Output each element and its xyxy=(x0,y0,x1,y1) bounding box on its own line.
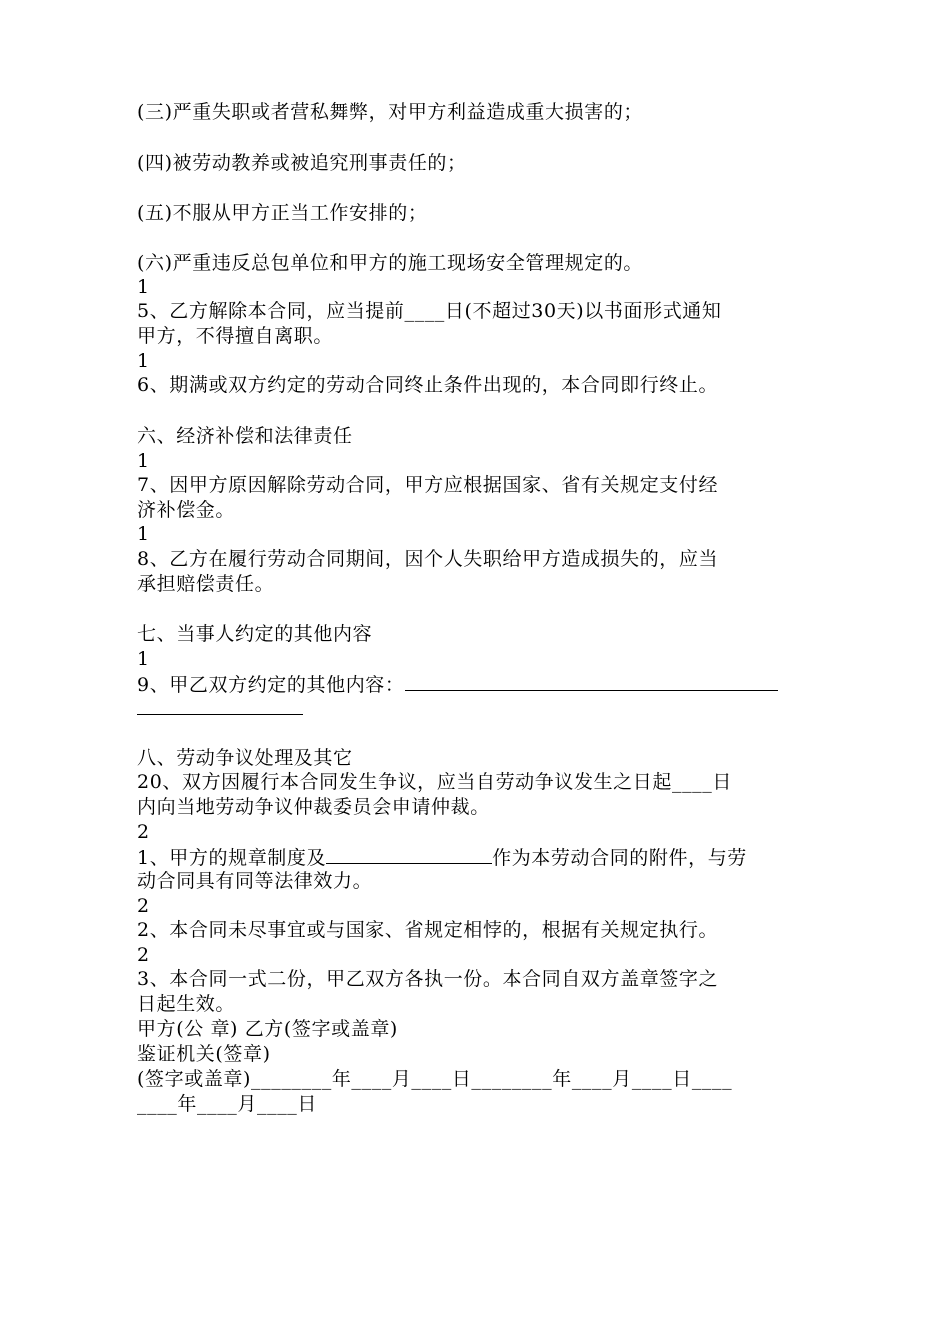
item-21-line-1 xyxy=(137,844,817,868)
item-20-line-2: 内向当地劳动争议仲裁委员会申请仲裁。 xyxy=(137,796,490,818)
page-marker: 1 xyxy=(137,276,150,298)
section-7-heading: 七、当事人约定的其他内容 xyxy=(137,623,373,645)
section-8-heading: 八、劳动争议处理及其它 xyxy=(137,747,353,769)
blank-underline xyxy=(405,671,778,691)
item-21-text-a: 1、甲方的规章制度及 xyxy=(137,847,327,869)
clause-3-text: (三)严重失职或者营私舞弊，对甲方利益造成重大损害的； xyxy=(137,101,644,123)
item-5-line-2: 甲方，不得擅自离职。 xyxy=(137,325,334,347)
clause-6-text: (六)严重违反总包单位和甲方的施工现场安全管理规定的。 xyxy=(137,252,644,274)
page-marker: 1 xyxy=(137,648,150,670)
page-marker: 1 xyxy=(137,523,150,545)
page-marker: 1 xyxy=(137,450,150,472)
clause-4-text: (四)被劳动教养或被追究刑事责任的； xyxy=(137,152,467,174)
item-8-line-2: 承担赔偿责任。 xyxy=(137,573,275,595)
item-9-text: 9、甲乙双方约定的其他内容： xyxy=(137,674,405,696)
page-marker: 2 xyxy=(137,821,150,843)
item-21-line-2: 动合同具有同等法律效力。 xyxy=(137,870,373,892)
item-22-text: 2、本合同未尽事宜或与国家、省规定相悖的，根据有关规定执行。 xyxy=(137,919,719,941)
page-marker: 2 xyxy=(137,944,150,966)
item-5-line-1: 5、乙方解除本合同，应当提前____日(不超过30天)以书面形式通知 xyxy=(137,300,722,322)
item-21-text-b: 作为本劳动合同的附件，与劳 xyxy=(492,847,747,869)
signature-parties: 甲方(公 章) 乙方(签字或盖章) xyxy=(137,1018,398,1040)
clause-5-text: (五)不服从甲方正当工作安排的； xyxy=(137,202,428,224)
item-6-text: 6、期满或双方约定的劳动合同终止条件出现的，本合同即行终止。 xyxy=(137,374,719,396)
item-23-line-2: 日起生效。 xyxy=(137,993,236,1015)
section-6-heading: 六、经济补偿和法律责任 xyxy=(137,425,353,447)
page-marker: 1 xyxy=(137,350,150,372)
blank-underline xyxy=(326,844,492,864)
signature-dates-line-2: ____年____月____日 xyxy=(137,1093,318,1115)
item-9-continuation xyxy=(137,695,817,719)
item-7-line-2: 济补偿金。 xyxy=(137,499,236,521)
item-9-line xyxy=(137,671,817,695)
item-7-line-1: 7、因甲方原因解除劳动合同，甲方应根据国家、省有关规定支付经 xyxy=(137,474,719,496)
page-marker: 2 xyxy=(137,895,150,917)
item-8-line-1: 8、乙方在履行劳动合同期间，因个人失职给甲方造成损失的，应当 xyxy=(137,548,719,570)
item-23-line-1: 3、本合同一式二份，甲乙双方各执一份。本合同自双方盖章签字之 xyxy=(137,968,719,990)
blank-underline xyxy=(137,695,303,715)
item-20-line-1: 20、双方因履行本合同发生争议，应当自劳动争议发生之日起____日 xyxy=(137,771,732,793)
signature-dates-line-1: (签字或盖章)________年____月____日________年____月____日____ xyxy=(137,1068,733,1090)
certifying-authority: 鉴证机关(签章) xyxy=(137,1043,271,1065)
